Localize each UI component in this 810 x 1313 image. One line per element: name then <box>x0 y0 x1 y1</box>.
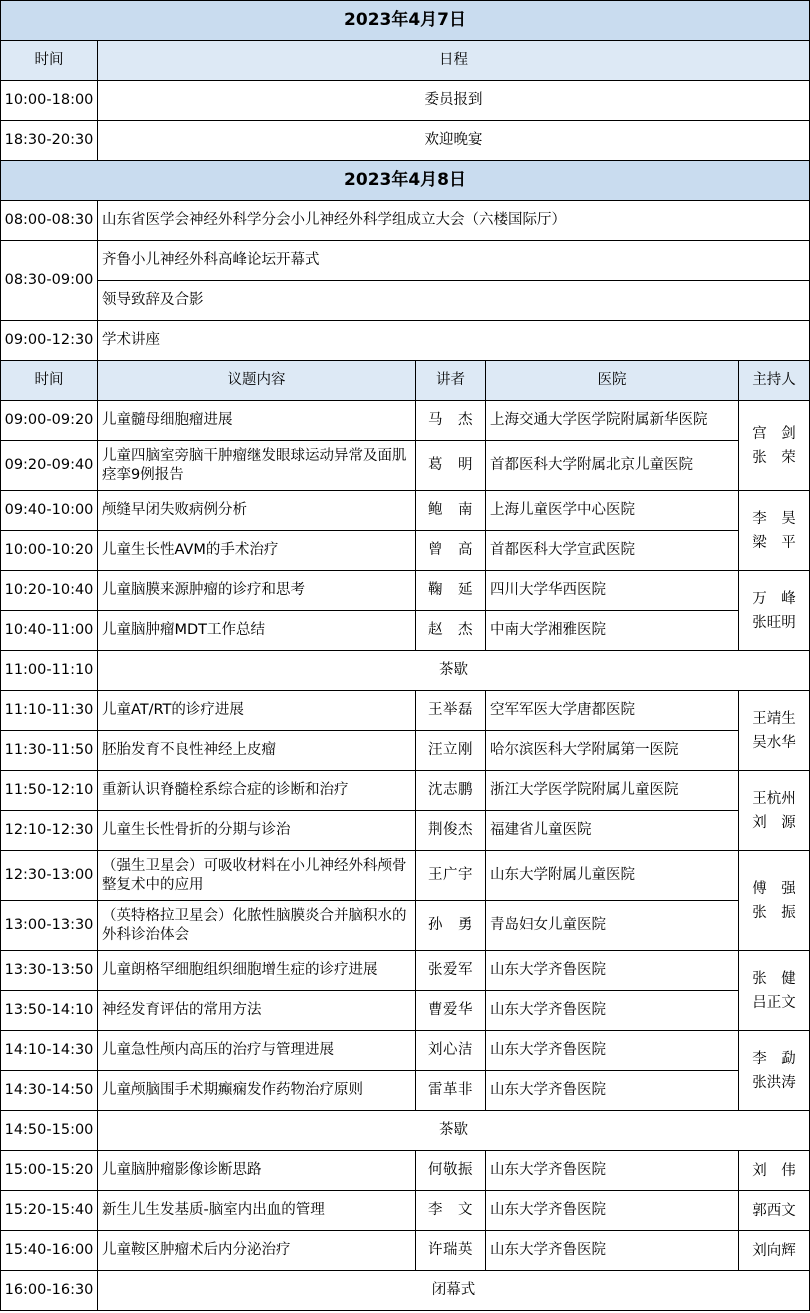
opening-row <box>1 321 810 361</box>
session-row <box>1 991 810 1031</box>
session-time: 13:30-13:50 <box>1 951 98 991</box>
row-event: 欢迎晚宴 <box>98 121 810 161</box>
session-host <box>739 851 810 951</box>
host-name: 张 荣 <box>752 449 796 466</box>
session-row <box>1 611 810 651</box>
col-host: 主持人 <box>739 361 810 401</box>
session-speaker: 李 文 <box>416 1191 486 1231</box>
col-speaker: 讲者 <box>416 361 486 401</box>
session-row <box>1 1151 810 1191</box>
col-time: 时间 <box>1 361 98 401</box>
break-label: 茶歇 <box>98 651 810 691</box>
session-topic: （英特格拉卫星会）化脓性脑膜炎合并脑积水的外科诊治体会 <box>98 901 416 951</box>
break-row <box>1 651 810 691</box>
session-row <box>1 1071 810 1111</box>
session-row <box>1 1031 810 1071</box>
host-name: 王靖生 <box>752 710 796 727</box>
session-row <box>1 491 810 531</box>
session-hospital: 首都医科大学附属北京儿童医院 <box>486 441 739 491</box>
host-name: 宫 剑 <box>752 425 796 442</box>
session-host: 刘向辉 <box>739 1231 810 1271</box>
session-speaker: 荆俊杰 <box>416 811 486 851</box>
break-row <box>1 1111 810 1151</box>
host-name: 李 勐 <box>752 1050 796 1067</box>
session-hospital: 山东大学齐鲁医院 <box>486 991 739 1031</box>
session-hospital: 上海交通大学医学院附属新华医院 <box>486 401 739 441</box>
session-time: 10:00-10:20 <box>1 531 98 571</box>
row-time: 18:30-20:30 <box>1 121 98 161</box>
session-topic: 儿童颅脑围手术期癫痫发作药物治疗原则 <box>98 1071 416 1111</box>
session-row <box>1 1231 810 1271</box>
host-name: 傅 强 <box>752 880 796 897</box>
session-host <box>739 401 810 491</box>
session-topic: 重新认识脊髓栓系综合症的诊断和治疗 <box>98 771 416 811</box>
host-name: 万 峰 <box>752 590 796 607</box>
session-hospital: 山东大学齐鲁医院 <box>486 951 739 991</box>
session-time: 10:20-10:40 <box>1 571 98 611</box>
opening-row <box>1 281 810 321</box>
row-time: 09:00-12:30 <box>1 321 98 361</box>
day1-date-row <box>1 1 810 41</box>
session-hospital: 青岛妇女儿童医院 <box>486 901 739 951</box>
session-row <box>1 811 810 851</box>
session-topic: 儿童急性颅内高压的治疗与管理进展 <box>98 1031 416 1071</box>
session-hospital: 中南大学湘雅医院 <box>486 611 739 651</box>
session-hospital: 福建省儿童医院 <box>486 811 739 851</box>
session-time: 11:50-12:10 <box>1 771 98 811</box>
session-speaker: 赵 杰 <box>416 611 486 651</box>
host-name: 王杭州 <box>752 790 796 807</box>
day1-row <box>1 81 810 121</box>
row-event: 领导致辞及合影 <box>98 281 810 321</box>
session-time: 14:50-15:00 <box>1 1111 98 1151</box>
session-speaker: 马 杰 <box>416 401 486 441</box>
session-speaker: 曹爱华 <box>416 991 486 1031</box>
session-host: 郭西文 <box>739 1191 810 1231</box>
session-topic: 儿童生长性AVM的手术治疗 <box>98 531 416 571</box>
session-host <box>739 691 810 771</box>
session-speaker: 雷革非 <box>416 1071 486 1111</box>
session-topic: 胚胎发育不良性神经上皮瘤 <box>98 731 416 771</box>
session-host <box>739 1031 810 1111</box>
session-time: 12:30-13:00 <box>1 851 98 901</box>
session-host: 刘 伟 <box>739 1151 810 1191</box>
session-speaker: 许瑞英 <box>416 1231 486 1271</box>
session-time: 15:00-15:20 <box>1 1151 98 1191</box>
session-hospital: 首都医科大学宣武医院 <box>486 531 739 571</box>
break-label: 茶歇 <box>98 1111 810 1151</box>
session-topic: 儿童四脑室旁脑干肿瘤继发眼球运动异常及面肌痉挛9例报告 <box>98 441 416 491</box>
row-event: 委员报到 <box>98 81 810 121</box>
session-row <box>1 531 810 571</box>
row-event: 山东省医学会神经外科学分会小儿神经外科学组成立大会（六楼国际厅） <box>98 201 810 241</box>
session-speaker: 曾 高 <box>416 531 486 571</box>
host-name: 李 昊 <box>752 510 796 527</box>
host-name: 刘 源 <box>752 814 796 831</box>
opening-row <box>1 201 810 241</box>
col-hospital: 医院 <box>486 361 739 401</box>
session-row <box>1 771 810 811</box>
session-row <box>1 441 810 491</box>
session-time: 09:20-09:40 <box>1 441 98 491</box>
session-topic: 儿童鞍区肿瘤术后内分泌治疗 <box>98 1231 416 1271</box>
session-host <box>739 951 810 1031</box>
session-topic: 儿童髓母细胞瘤进展 <box>98 401 416 441</box>
row-time: 10:00-18:00 <box>1 81 98 121</box>
header-time: 时间 <box>1 41 98 81</box>
session-time: 14:10-14:30 <box>1 1031 98 1071</box>
host-name: 吴水华 <box>752 734 796 751</box>
session-row <box>1 401 810 441</box>
sessions-header-row <box>1 361 810 401</box>
day2-date: 2023年4月8日 <box>1 161 810 201</box>
session-time: 16:00-16:30 <box>1 1271 98 1311</box>
session-host <box>739 771 810 851</box>
session-topic: 儿童脑膜来源肿瘤的诊疗和思考 <box>98 571 416 611</box>
session-hospital: 山东大学齐鲁医院 <box>486 1071 739 1111</box>
session-speaker: 葛 明 <box>416 441 486 491</box>
day1-row <box>1 121 810 161</box>
session-hospital: 上海儿童医学中心医院 <box>486 491 739 531</box>
row-time: 08:00-08:30 <box>1 201 98 241</box>
session-time: 11:30-11:50 <box>1 731 98 771</box>
session-row <box>1 901 810 951</box>
session-topic: 颅缝早闭失败病例分析 <box>98 491 416 531</box>
session-hospital: 山东大学附属儿童医院 <box>486 851 739 901</box>
session-time: 13:50-14:10 <box>1 991 98 1031</box>
host-name: 吕正文 <box>752 994 796 1011</box>
closing-row <box>1 1271 810 1311</box>
session-speaker: 孙 勇 <box>416 901 486 951</box>
session-topic: 儿童AT/RT的诊疗进展 <box>98 691 416 731</box>
closing-label: 闭幕式 <box>98 1271 810 1311</box>
header-schedule: 日程 <box>98 41 810 81</box>
session-row <box>1 731 810 771</box>
session-topic: 神经发育评估的常用方法 <box>98 991 416 1031</box>
session-topic: 新生儿生发基质-脑室内出血的管理 <box>98 1191 416 1231</box>
session-time: 13:00-13:30 <box>1 901 98 951</box>
col-topic: 议题内容 <box>98 361 416 401</box>
session-hospital: 哈尔滨医科大学附属第一医院 <box>486 731 739 771</box>
session-time: 11:00-11:10 <box>1 651 98 691</box>
session-topic: 儿童脑肿瘤MDT工作总结 <box>98 611 416 651</box>
session-host <box>739 571 810 651</box>
session-row <box>1 1191 810 1231</box>
session-topic: 儿童脑肿瘤影像诊断思路 <box>98 1151 416 1191</box>
session-speaker: 刘心洁 <box>416 1031 486 1071</box>
host-name: 梁 平 <box>752 534 796 551</box>
session-hospital: 山东大学齐鲁医院 <box>486 1151 739 1191</box>
session-speaker: 王举磊 <box>416 691 486 731</box>
session-topic: （强生卫星会）可吸收材料在小儿神经外科颅骨整复术中的应用 <box>98 851 416 901</box>
opening-row <box>1 241 810 281</box>
session-time: 09:40-10:00 <box>1 491 98 531</box>
day2-date-row <box>1 161 810 201</box>
session-speaker: 王广宇 <box>416 851 486 901</box>
row-event: 齐鲁小儿神经外科高峰论坛开幕式 <box>98 241 810 281</box>
session-hospital: 浙江大学医学院附属儿童医院 <box>486 771 739 811</box>
session-hospital: 山东大学齐鲁医院 <box>486 1231 739 1271</box>
session-hospital: 四川大学华西医院 <box>486 571 739 611</box>
session-hospital: 山东大学齐鲁医院 <box>486 1031 739 1071</box>
session-time: 10:40-11:00 <box>1 611 98 651</box>
session-speaker: 鞠 延 <box>416 571 486 611</box>
session-time: 12:10-12:30 <box>1 811 98 851</box>
session-topic: 儿童朗格罕细胞组织细胞增生症的诊疗进展 <box>98 951 416 991</box>
day1-header-row <box>1 41 810 81</box>
day1-date: 2023年4月7日 <box>1 1 810 41</box>
session-hospital: 山东大学齐鲁医院 <box>486 1191 739 1231</box>
row-event: 学术讲座 <box>98 321 810 361</box>
host-name: 张 振 <box>752 904 796 921</box>
session-speaker: 沈志鹏 <box>416 771 486 811</box>
session-time: 15:40-16:00 <box>1 1231 98 1271</box>
session-hospital: 空军军医大学唐都医院 <box>486 691 739 731</box>
host-name: 张洪涛 <box>752 1074 796 1091</box>
row-time: 08:30-09:00 <box>1 241 98 321</box>
session-speaker: 张爱军 <box>416 951 486 991</box>
session-speaker: 何敬振 <box>416 1151 486 1191</box>
session-speaker: 汪立刚 <box>416 731 486 771</box>
session-time: 14:30-14:50 <box>1 1071 98 1111</box>
session-row <box>1 851 810 901</box>
session-row <box>1 691 810 731</box>
session-row <box>1 571 810 611</box>
session-time: 15:20-15:40 <box>1 1191 98 1231</box>
host-name: 张旺明 <box>752 614 796 631</box>
session-row <box>1 951 810 991</box>
session-topic: 儿童生长性骨折的分期与诊治 <box>98 811 416 851</box>
session-host <box>739 491 810 571</box>
session-time: 09:00-09:20 <box>1 401 98 441</box>
host-name: 张 健 <box>752 970 796 987</box>
session-speaker: 鲍 南 <box>416 491 486 531</box>
session-time: 11:10-11:30 <box>1 691 98 731</box>
